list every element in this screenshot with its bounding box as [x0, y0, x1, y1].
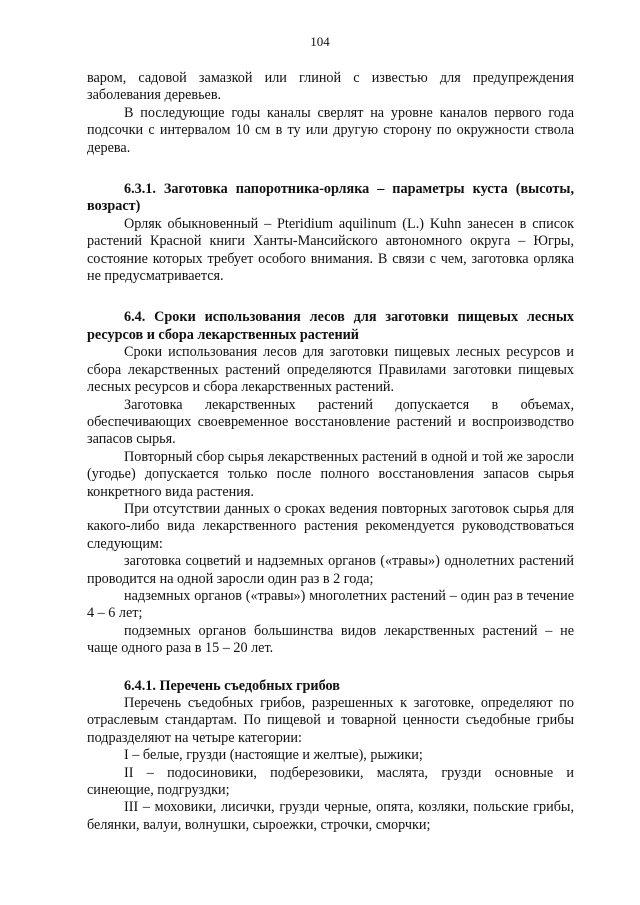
- list-item: III – моховики, лисички, грузди черные, опята, козляки, польские грибы, белянки, валуи, волнушки, сыроежки, строчки, сморчки;: [87, 799, 574, 833]
- list-item: заготовка соцветий и надземных органов («травы») однолетних растений проводится на одной заросли один раз в 2 года;: [87, 553, 574, 587]
- page-body: [87, 70, 574, 834]
- section-heading-6-3-1: 6.3.1. Заготовка папоротника-орляка – параметры куста (высоты, возраст): [87, 181, 574, 215]
- paragraph: В последующие годы каналы сверлят на уровне каналов первого года подсочки с интервалом 10 см в ту или другую сторону по окружности ствола дерева.: [87, 104, 574, 156]
- list-item: подземных органов большинства видов лекарственных растений – не чаще одного раза в 15 – 20 лет.: [87, 622, 574, 657]
- list-item: II – подосиновики, подберезовики, маслята, грузди основные и синеющие, подгруздки;: [87, 764, 574, 799]
- paragraph: Орляк обыкновенный – Pteridium aquilinum (L.) Kuhn занесен в список растений Красной книги Ханты-Мансийского автономного округа – Югры, состояние которых требует особого внимания. В связи с чем, заготовка орляка не предусматривается.: [87, 215, 574, 285]
- paragraph: Повторный сбор сырья лекарственных растений в одной и той же заросли (угодье) допускается только после полного восстановления запасов сырья конкретного вида растения.: [87, 448, 574, 500]
- paragraph: Сроки использования лесов для заготовки пищевых лесных ресурсов и сбора лекарственных растений определяются Правилами заготовки пищевых лесных ресурсов и сбора лекарственных растений.: [87, 344, 574, 396]
- paragraph: варом, садовой замазкой или глиной с известью для предупреждения заболевания деревьев.: [87, 70, 574, 104]
- page-number: 104: [310, 34, 330, 49]
- section-heading-6-4: 6.4. Сроки использования лесов для заготовки пищевых лесных ресурсов и сбора лекарственных растений: [87, 309, 574, 343]
- list-item: I – белые, грузди (настоящие и желтые), рыжики;: [124, 747, 423, 764]
- list-item: надземных органов («травы») многолетних растений – один раз в течение 4 – 6 лет;: [87, 587, 574, 622]
- section-heading-6-4-1: 6.4.1. Перечень съедобных грибов: [124, 677, 340, 694]
- paragraph: При отсутствии данных о сроках ведения повторных заготовок сырья для какого-либо вида лекарственного растения рекомендуется руководствоваться следующим:: [87, 500, 574, 552]
- paragraph: Заготовка лекарственных растений допускается в объемах, обеспечивающих своевременное восстановление растений и воспроизводство запасов сырья.: [87, 396, 574, 448]
- paragraph: Перечень съедобных грибов, разрешенных к заготовке, определяют по отраслевым стандартам. По пищевой и товарной ценности съедобные грибы подразделяют на четыре категории:: [87, 695, 574, 746]
